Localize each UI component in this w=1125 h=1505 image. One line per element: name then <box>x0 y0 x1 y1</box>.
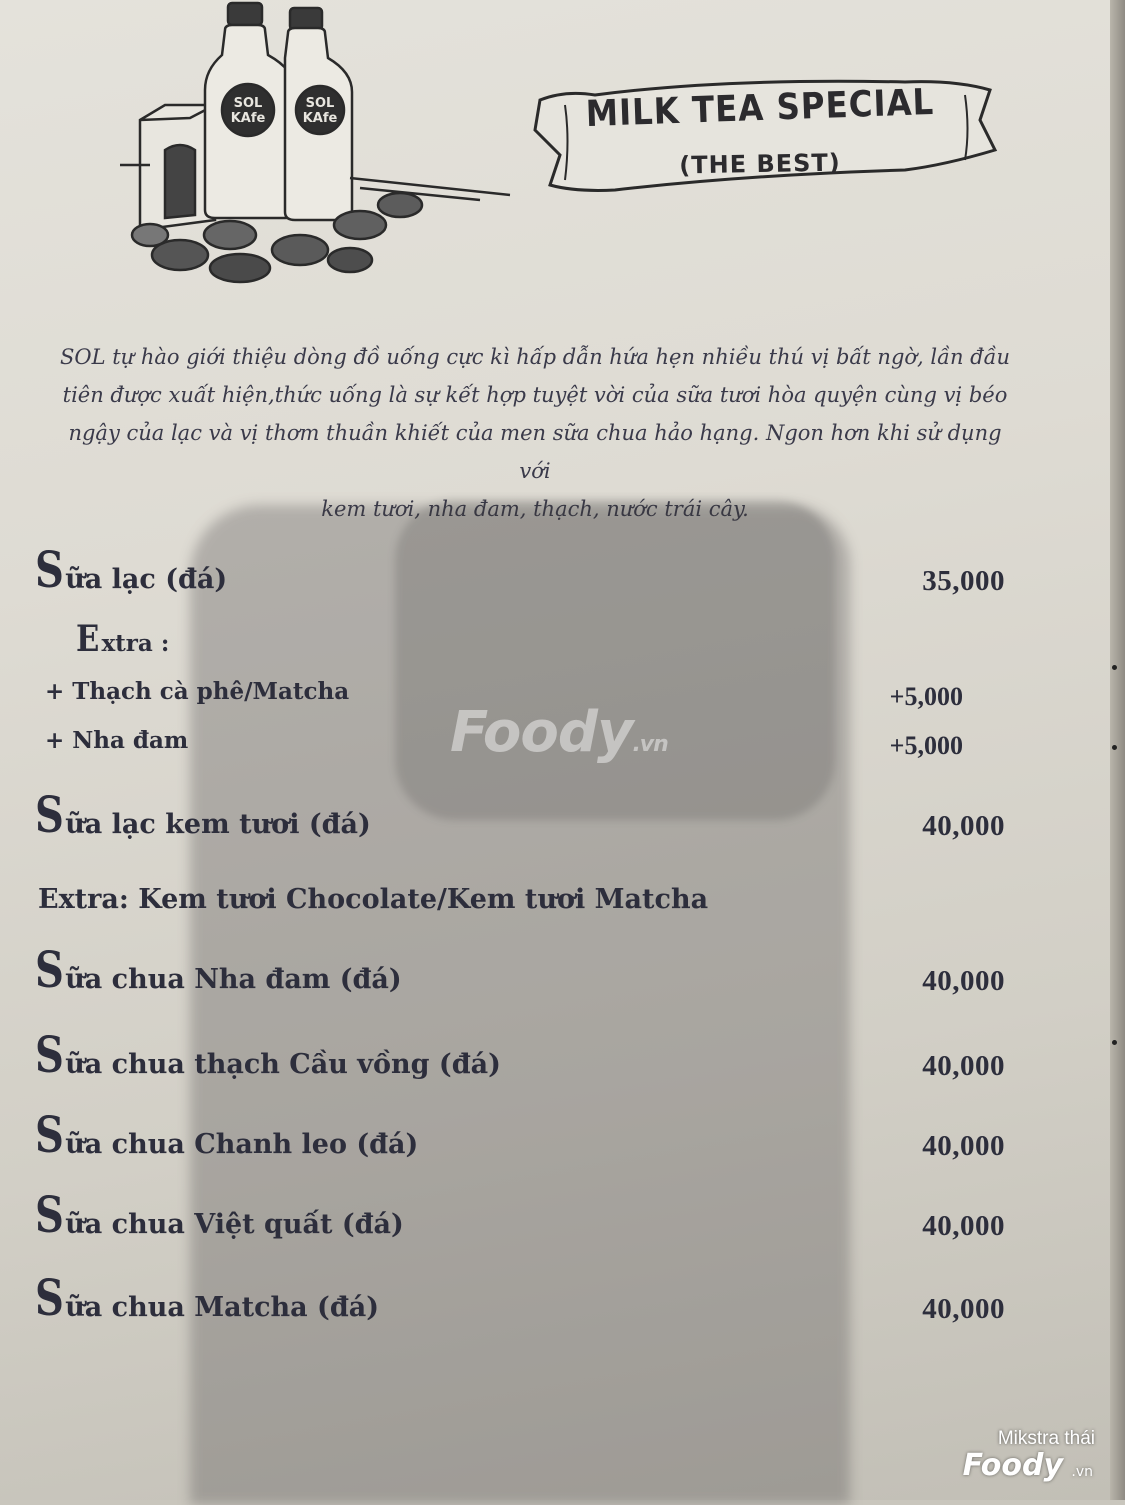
binding-hole <box>1112 665 1117 670</box>
menu-item-name: ữa chua Việt quất (đá) <box>65 1209 404 1240</box>
bottle-label: KAfe <box>302 111 338 126</box>
menu-item-price: 40,000 <box>922 965 1005 997</box>
menu-item <box>35 785 1035 845</box>
drop-cap: S <box>35 940 64 999</box>
milk-bottles-illustration <box>120 0 520 310</box>
drop-cap: E <box>76 618 100 660</box>
menu-item <box>35 1025 1035 1085</box>
menu-item-name: ữa chua thạch Cầu vồng (đá) <box>65 1049 501 1080</box>
page-edge <box>1110 0 1125 1500</box>
extra-note: Extra: Kem tươi Chocolate/Kem tươi Matcha <box>38 884 709 915</box>
menu-item <box>35 940 1035 1000</box>
binding-hole <box>1112 1040 1117 1045</box>
drop-cap: S <box>35 1268 64 1327</box>
extra-option-price: +5,000 <box>889 682 963 711</box>
intro-line: ngậy của lạc và vị thơm thuần khiết của men sữa chua hảo hạng. Ngon hơn khi sử dụng với <box>68 421 1002 483</box>
menu-item-name: ữa chua Chanh leo (đá) <box>65 1129 419 1160</box>
foody-watermark <box>450 700 668 765</box>
menu-item-name: ữa chua Nha đam (đá) <box>65 964 402 995</box>
extra-option-name: + Thạch cà phê/Matcha <box>45 678 350 705</box>
drop-cap: S <box>35 1105 64 1164</box>
extra-option-name: + Nha đam <box>45 727 189 754</box>
menu-item <box>35 540 1035 600</box>
watermark-suffix: .vn <box>632 732 668 757</box>
photo-credit-brand: Foody <box>962 1448 1063 1483</box>
menu-item <box>35 1268 1035 1328</box>
menu-item <box>35 1105 1035 1165</box>
bottle-label: SOL <box>233 96 263 111</box>
bottle-label: SOL <box>305 96 335 111</box>
photo-credit-suffix: .vn <box>1071 1464 1093 1480</box>
banner-title: MILK TEA SPECIAL <box>585 81 935 136</box>
intro-line: tiên được xuất hiện,thức uống là sự kết hợp tuyệt vời của sữa tươi hòa quyện cùng vị béo <box>62 383 1008 407</box>
intro-line: kem tươi, nha đam, thạch, nước trái cây. <box>321 497 749 521</box>
bottle-label: KAfe <box>230 111 266 126</box>
drop-cap: S <box>35 785 64 844</box>
extra-label <box>74 618 169 660</box>
menu-item-price: 40,000 <box>922 1210 1005 1242</box>
intro-line: SOL tự hào giới thiệu dòng đồ uống cực kì hấp dẫn hứa hẹn nhiều thú vị bất ngờ, lần đầu <box>59 345 1010 369</box>
drop-cap: S <box>35 540 64 599</box>
menu-item-name: ữa lạc (đá) <box>65 564 228 595</box>
binding-hole <box>1112 745 1117 750</box>
watermark-brand: Foody <box>450 700 633 765</box>
menu-item <box>35 1185 1035 1245</box>
drop-cap: S <box>35 1185 64 1244</box>
photo-credit-user: Mikstra thái <box>997 1428 1095 1449</box>
extra-label-text: xtra : <box>101 630 170 657</box>
drop-cap: S <box>35 1025 64 1084</box>
menu-item-name: ữa lạc kem tươi (đá) <box>65 809 371 840</box>
menu-item-price: 40,000 <box>922 1050 1005 1082</box>
menu-item-price: 40,000 <box>922 1130 1005 1162</box>
menu-item-name: ữa chua Matcha (đá) <box>65 1292 379 1323</box>
menu-item-price: 40,000 <box>922 810 1005 842</box>
extra-option-price: +5,000 <box>889 731 963 760</box>
banner-subtitle: (THE BEST) <box>679 148 841 180</box>
menu-item-price: 35,000 <box>922 565 1005 597</box>
menu-item-price: 40,000 <box>922 1293 1005 1325</box>
